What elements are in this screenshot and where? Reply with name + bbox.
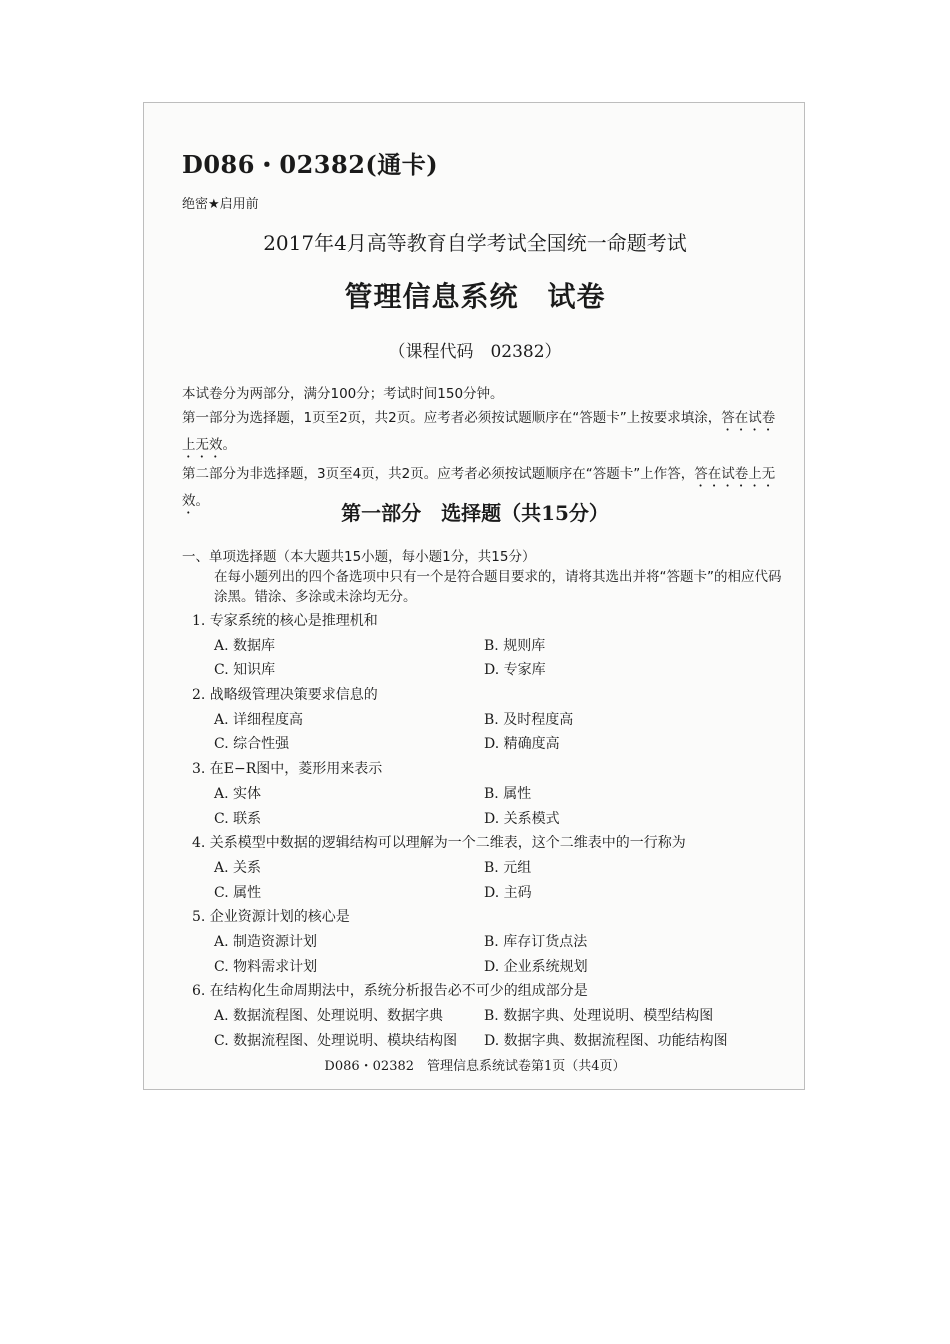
option-b: B. 属性 bbox=[484, 785, 532, 802]
option-d: D. 专家库 bbox=[484, 662, 546, 679]
option-row bbox=[192, 1004, 792, 1029]
option-row bbox=[192, 930, 792, 955]
question-stem: 4. 关系模型中数据的逻辑结构可以理解为一个二维表，这个二维表中的一行称为 bbox=[192, 835, 686, 852]
option-row bbox=[192, 634, 792, 659]
question bbox=[192, 757, 792, 831]
option-row bbox=[192, 782, 792, 807]
option-d: D. 主码 bbox=[484, 884, 532, 901]
exam-title: 2017年4月高等教育自学考试全国统一命题考试 bbox=[263, 231, 687, 255]
question bbox=[192, 683, 792, 757]
note-line-2-end: 。 bbox=[222, 437, 236, 453]
note-line-2 bbox=[182, 407, 786, 461]
confidential-label: 绝密★启用前 bbox=[182, 197, 259, 212]
option-d: D. 关系模式 bbox=[484, 810, 560, 827]
option-c: C. 联系 bbox=[214, 810, 262, 827]
option-b: B. 规则库 bbox=[484, 637, 546, 654]
note-line-1: 本试卷分为两部分，满分100分；考试时间150分钟。 bbox=[182, 386, 504, 402]
option-c: C. 物料需求计划 bbox=[214, 958, 318, 975]
section-one bbox=[182, 547, 786, 607]
option-row bbox=[192, 658, 792, 683]
option-a: A. 关系 bbox=[214, 859, 262, 876]
option-c: C. 知识库 bbox=[214, 662, 276, 679]
note-line-3-emphasis: 答在试卷上无效 bbox=[182, 466, 776, 509]
exam-page bbox=[143, 102, 805, 1090]
page-footer: D086・02382 管理信息系统试卷第1页（共4页） bbox=[324, 1059, 626, 1074]
section-instructions: 在每小题列出的四个备选项中只有一个是符合题目要求的，请将其选出并将“答题卡”的相应代码涂黑。错涂、多涂或未涂均无分。 bbox=[214, 569, 782, 605]
option-c: C. 属性 bbox=[214, 884, 262, 901]
question bbox=[192, 831, 792, 905]
option-c: C. 综合性强 bbox=[214, 736, 290, 753]
option-b: B. 及时程度高 bbox=[484, 711, 574, 728]
option-d: D. 精确度高 bbox=[484, 736, 560, 753]
question-stem: 6. 在结构化生命周期法中，系统分析报告必不可少的组成部分是 bbox=[192, 983, 588, 1000]
course-code: （课程代码 02382） bbox=[388, 342, 562, 362]
option-a: A. 数据库 bbox=[214, 637, 276, 654]
option-a: A. 数据流程图、处理说明、数据字典 bbox=[214, 1008, 444, 1024]
question bbox=[192, 609, 792, 683]
note-line-2-text: 第一部分为选择题，1页至2页，共2页。应考者必须按试题顺序在“答题卡”上按要求填涂， bbox=[182, 410, 722, 426]
option-d: D. 数据字典、数据流程图、功能结构图 bbox=[484, 1032, 728, 1049]
option-row bbox=[192, 732, 792, 757]
note-line-3-end: 。 bbox=[195, 493, 209, 509]
option-row bbox=[192, 955, 792, 980]
section-title: 一、单项选择题（本大题共15小题，每小题1分，共15分） bbox=[182, 549, 536, 565]
question-stem: 1. 专家系统的核心是推理机和 bbox=[192, 613, 378, 629]
question bbox=[192, 905, 792, 979]
option-row bbox=[192, 881, 792, 906]
option-b: B. 数据字典、处理说明、模型结构图 bbox=[484, 1008, 714, 1024]
question-stem: 3. 在E−R图中，菱形用来表示 bbox=[192, 761, 383, 778]
option-row bbox=[192, 1029, 792, 1054]
exam-code: D086・02382(通卡) bbox=[182, 150, 439, 179]
question-stem: 2. 战略级管理决策要求信息的 bbox=[192, 687, 378, 704]
question-stem: 5. 企业资源计划的核心是 bbox=[192, 909, 350, 926]
option-row bbox=[192, 708, 792, 733]
option-row bbox=[192, 807, 792, 832]
part-one-heading: 第一部分 选择题（共15分） bbox=[341, 501, 609, 525]
option-a: A. 实体 bbox=[214, 785, 262, 802]
option-d: D. 企业系统规划 bbox=[484, 958, 588, 975]
option-c: C. 数据流程图、处理说明、模块结构图 bbox=[214, 1032, 458, 1049]
option-a: A. 详细程度高 bbox=[214, 711, 304, 728]
subject-title: 管理信息系统 试卷 bbox=[344, 280, 606, 313]
option-row bbox=[192, 856, 792, 881]
note-line-2-emphasis: 答在试卷上无效 bbox=[182, 410, 776, 453]
option-a: A. 制造资源计划 bbox=[214, 933, 318, 950]
question bbox=[192, 979, 792, 1053]
option-b: B. 库存订货点法 bbox=[484, 933, 588, 950]
note-line-3-text: 第二部分为非选择题，3页至4页，共2页。应考者必须按试题顺序在“答题卡”上作答， bbox=[182, 466, 695, 482]
option-b: B. 元组 bbox=[484, 859, 532, 876]
question-list bbox=[192, 609, 792, 1053]
